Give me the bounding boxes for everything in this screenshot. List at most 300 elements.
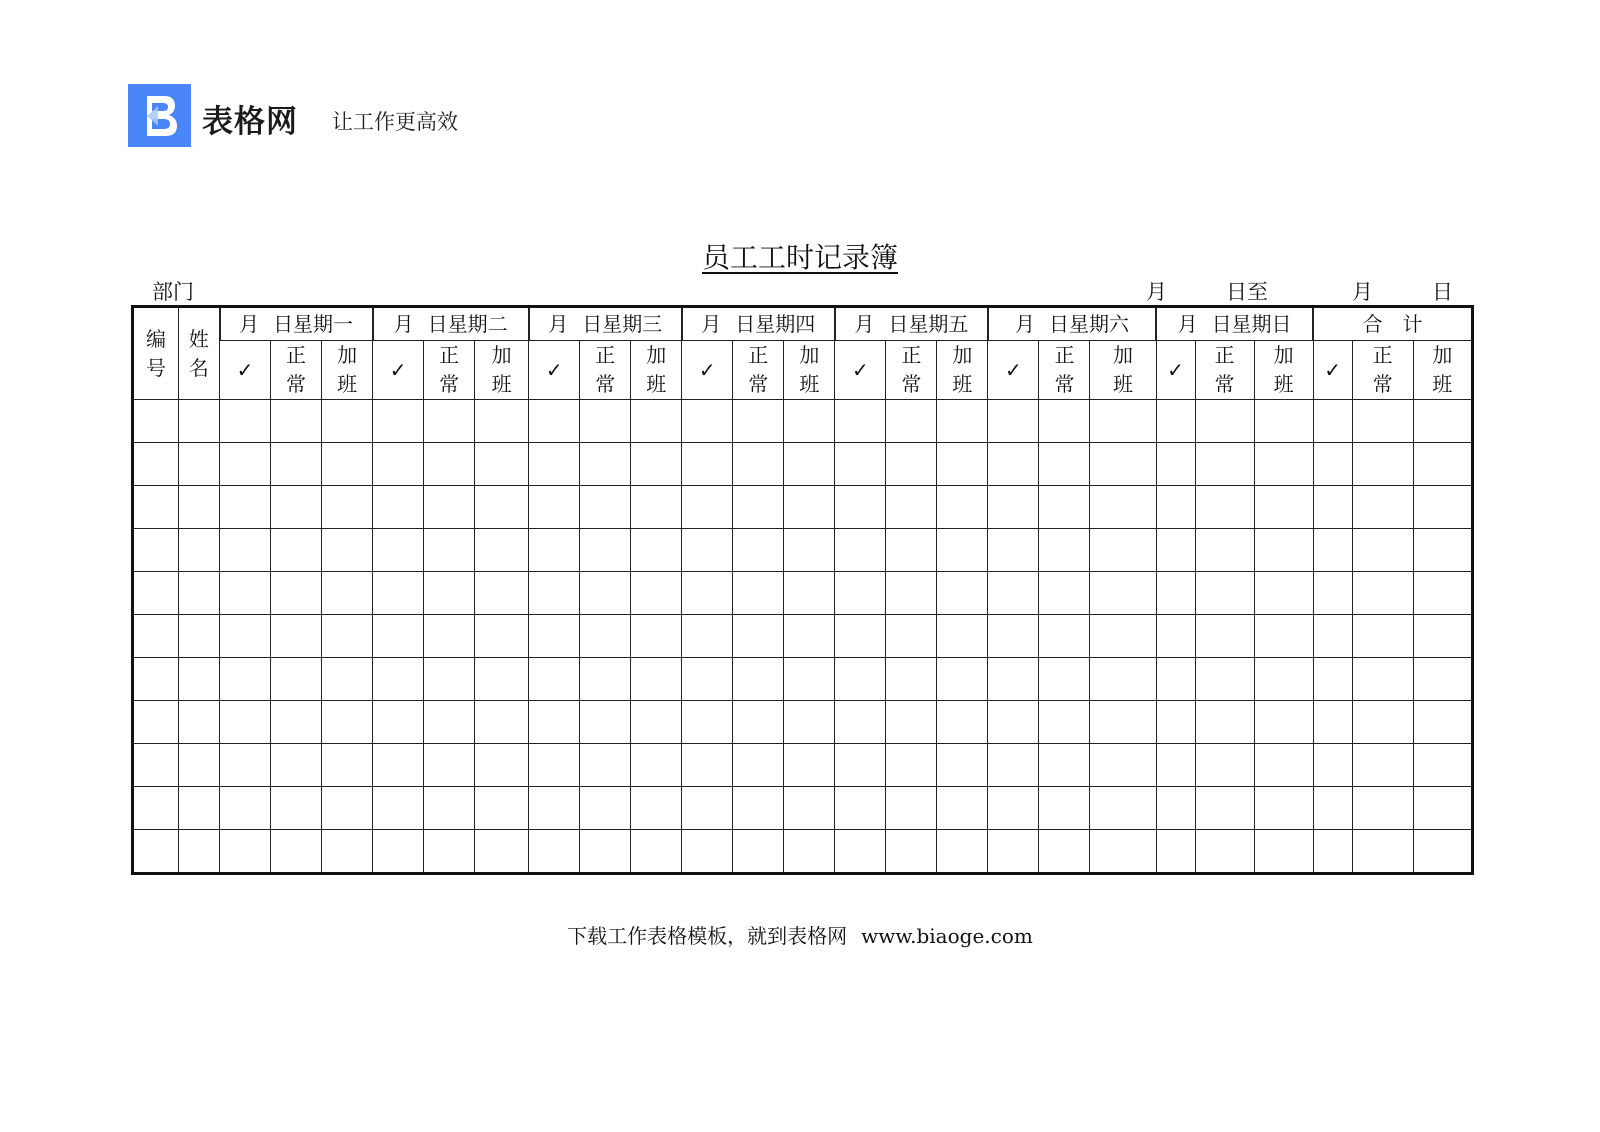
table-cell[interactable] xyxy=(682,443,733,486)
check-mark-header: ✓ xyxy=(220,341,271,400)
table-cell[interactable] xyxy=(988,658,1039,701)
table-cell[interactable] xyxy=(682,400,733,443)
table-cell[interactable] xyxy=(1254,658,1313,701)
table-cell[interactable] xyxy=(1195,615,1254,658)
table-cell[interactable] xyxy=(835,400,886,443)
day-weekday-label: 日星期六 xyxy=(1048,311,1129,336)
table-cell[interactable] xyxy=(179,615,220,658)
table-cell[interactable] xyxy=(1413,572,1472,615)
table-cell[interactable] xyxy=(682,701,733,744)
table-cell[interactable] xyxy=(580,572,631,615)
table-cell[interactable] xyxy=(1156,486,1195,529)
table-cell[interactable] xyxy=(631,787,682,830)
table-cell[interactable] xyxy=(682,744,733,787)
table-cell[interactable] xyxy=(886,701,937,744)
table-cell[interactable] xyxy=(1313,830,1352,874)
table-cell[interactable] xyxy=(373,658,424,701)
table-cell[interactable] xyxy=(1413,787,1472,830)
table-cell[interactable] xyxy=(1254,744,1313,787)
table-cell[interactable] xyxy=(835,787,886,830)
table-cell[interactable] xyxy=(1413,529,1472,572)
table-cell[interactable] xyxy=(631,658,682,701)
table-cell[interactable] xyxy=(529,443,580,486)
table-cell[interactable] xyxy=(1254,701,1313,744)
table-cell[interactable] xyxy=(271,529,322,572)
table-cell[interactable] xyxy=(1156,658,1195,701)
table-cell[interactable] xyxy=(220,529,271,572)
table-cell[interactable] xyxy=(271,744,322,787)
table-cell[interactable] xyxy=(220,443,271,486)
table-cell[interactable] xyxy=(631,400,682,443)
table-cell[interactable] xyxy=(322,615,373,658)
table-cell[interactable] xyxy=(529,830,580,874)
table-cell[interactable] xyxy=(1156,529,1195,572)
table-cell[interactable] xyxy=(1352,486,1413,529)
table-cell[interactable] xyxy=(1352,443,1413,486)
table-cell[interactable] xyxy=(580,486,631,529)
table-cell[interactable] xyxy=(937,529,988,572)
table-cell[interactable] xyxy=(271,572,322,615)
table-cell[interactable] xyxy=(373,787,424,830)
overtime-hours-header: 加班 xyxy=(1254,341,1313,400)
table-cell[interactable] xyxy=(733,486,784,529)
table-cell[interactable] xyxy=(179,572,220,615)
table-cell[interactable] xyxy=(1090,486,1156,529)
table-cell[interactable] xyxy=(424,658,475,701)
table-cell[interactable] xyxy=(631,615,682,658)
table-cell[interactable] xyxy=(373,572,424,615)
table-cell[interactable] xyxy=(1352,615,1413,658)
table-cell[interactable] xyxy=(1195,830,1254,874)
table-cell[interactable] xyxy=(475,658,529,701)
table-cell[interactable] xyxy=(1254,443,1313,486)
table-cell[interactable] xyxy=(1313,486,1352,529)
table-cell[interactable] xyxy=(682,658,733,701)
table-cell[interactable] xyxy=(988,572,1039,615)
table-cell[interactable] xyxy=(835,486,886,529)
table-cell[interactable] xyxy=(1413,744,1472,787)
table-cell[interactable] xyxy=(1352,744,1413,787)
table-cell[interactable] xyxy=(475,443,529,486)
table-cell[interactable] xyxy=(988,744,1039,787)
table-cell[interactable] xyxy=(682,787,733,830)
day-header xyxy=(682,307,835,341)
table-cell[interactable] xyxy=(682,615,733,658)
table-cell[interactable] xyxy=(1313,744,1352,787)
table-cell[interactable] xyxy=(1195,658,1254,701)
table-cell[interactable] xyxy=(133,615,179,658)
table-cell[interactable] xyxy=(1156,443,1195,486)
table-cell[interactable] xyxy=(220,400,271,443)
table-cell[interactable] xyxy=(1195,486,1254,529)
table-cell[interactable] xyxy=(133,443,179,486)
table-cell[interactable] xyxy=(733,443,784,486)
table-cell[interactable] xyxy=(937,830,988,874)
table-cell[interactable] xyxy=(322,486,373,529)
table-cell[interactable] xyxy=(1313,615,1352,658)
table-cell[interactable] xyxy=(835,701,886,744)
table-cell[interactable] xyxy=(220,744,271,787)
table-cell[interactable] xyxy=(1156,701,1195,744)
table-cell[interactable] xyxy=(373,615,424,658)
table-cell[interactable] xyxy=(529,787,580,830)
table-cell[interactable] xyxy=(937,572,988,615)
table-cell[interactable] xyxy=(475,701,529,744)
table-cell[interactable] xyxy=(937,744,988,787)
table-cell[interactable] xyxy=(886,443,937,486)
table-cell[interactable] xyxy=(220,787,271,830)
table-cell[interactable] xyxy=(580,529,631,572)
normal-hours-header: 正常 xyxy=(1352,341,1413,400)
table-cell[interactable] xyxy=(133,658,179,701)
table-cell[interactable] xyxy=(988,787,1039,830)
table-cell[interactable] xyxy=(322,830,373,874)
table-cell[interactable] xyxy=(1352,572,1413,615)
table-cell[interactable] xyxy=(784,400,835,443)
table-cell[interactable] xyxy=(580,443,631,486)
table-cell[interactable] xyxy=(1195,701,1254,744)
table-cell[interactable] xyxy=(580,787,631,830)
table-cell[interactable] xyxy=(475,615,529,658)
table-cell[interactable] xyxy=(1090,615,1156,658)
table-cell[interactable] xyxy=(1254,486,1313,529)
table-cell[interactable] xyxy=(475,400,529,443)
table-cell[interactable] xyxy=(373,744,424,787)
table-cell[interactable] xyxy=(733,572,784,615)
table-cell[interactable] xyxy=(1413,486,1472,529)
table-cell[interactable] xyxy=(784,443,835,486)
table-cell[interactable] xyxy=(1313,787,1352,830)
table-cell[interactable] xyxy=(1039,486,1090,529)
table-cell[interactable] xyxy=(1090,744,1156,787)
table-cell[interactable] xyxy=(373,400,424,443)
table-cell[interactable] xyxy=(1039,658,1090,701)
table-cell[interactable] xyxy=(631,830,682,874)
table-cell[interactable] xyxy=(1039,744,1090,787)
table-cell[interactable] xyxy=(937,443,988,486)
table-cell[interactable] xyxy=(886,744,937,787)
table-cell[interactable] xyxy=(322,701,373,744)
table-cell[interactable] xyxy=(179,787,220,830)
table-cell[interactable] xyxy=(1156,787,1195,830)
table-cell[interactable] xyxy=(271,443,322,486)
table-cell[interactable] xyxy=(529,744,580,787)
table-cell[interactable] xyxy=(133,572,179,615)
table-cell[interactable] xyxy=(1195,572,1254,615)
table-cell[interactable] xyxy=(1352,529,1413,572)
table-cell[interactable] xyxy=(322,443,373,486)
table-cell[interactable] xyxy=(1090,400,1156,443)
table-cell[interactable] xyxy=(580,400,631,443)
table-cell[interactable] xyxy=(1039,443,1090,486)
table-cell[interactable] xyxy=(784,701,835,744)
table-cell[interactable] xyxy=(373,486,424,529)
table-cell[interactable] xyxy=(271,615,322,658)
table-cell[interactable] xyxy=(937,787,988,830)
table-cell[interactable] xyxy=(529,572,580,615)
table-cell[interactable] xyxy=(631,701,682,744)
table-cell[interactable] xyxy=(322,787,373,830)
table-cell[interactable] xyxy=(179,830,220,874)
table-cell[interactable] xyxy=(529,658,580,701)
table-cell[interactable] xyxy=(1413,658,1472,701)
table-cell[interactable] xyxy=(220,572,271,615)
table-cell[interactable] xyxy=(1352,658,1413,701)
table-cell[interactable] xyxy=(1352,830,1413,874)
table-cell[interactable] xyxy=(631,443,682,486)
table-cell[interactable] xyxy=(1254,529,1313,572)
table-cell[interactable] xyxy=(682,529,733,572)
table-cell[interactable] xyxy=(475,744,529,787)
table-cell[interactable] xyxy=(835,830,886,874)
table-cell[interactable] xyxy=(1313,572,1352,615)
table-cell[interactable] xyxy=(886,572,937,615)
table-cell[interactable] xyxy=(631,572,682,615)
table-cell[interactable] xyxy=(271,486,322,529)
overtime-hours-header: 加班 xyxy=(631,341,682,400)
table-cell[interactable] xyxy=(988,400,1039,443)
table-cell[interactable] xyxy=(179,486,220,529)
table-cell[interactable] xyxy=(937,701,988,744)
table-cell[interactable] xyxy=(529,701,580,744)
table-cell[interactable] xyxy=(1039,701,1090,744)
table-cell[interactable] xyxy=(322,572,373,615)
table-cell[interactable] xyxy=(179,701,220,744)
table-cell[interactable] xyxy=(424,615,475,658)
table-cell[interactable] xyxy=(733,615,784,658)
table-cell[interactable] xyxy=(1090,787,1156,830)
table-cell[interactable] xyxy=(1039,572,1090,615)
table-cell[interactable] xyxy=(835,615,886,658)
table-cell[interactable] xyxy=(580,744,631,787)
table-cell[interactable] xyxy=(1039,787,1090,830)
table-cell[interactable] xyxy=(937,486,988,529)
table-cell[interactable] xyxy=(1352,701,1413,744)
table-cell[interactable] xyxy=(937,615,988,658)
table-cell[interactable] xyxy=(886,830,937,874)
table-cell[interactable] xyxy=(886,615,937,658)
table-cell[interactable] xyxy=(373,830,424,874)
table-cell[interactable] xyxy=(133,486,179,529)
table-cell[interactable] xyxy=(1156,400,1195,443)
table-cell[interactable] xyxy=(1352,787,1413,830)
table-cell[interactable] xyxy=(1090,701,1156,744)
table-cell[interactable] xyxy=(220,486,271,529)
table-cell[interactable] xyxy=(1313,701,1352,744)
table-cell[interactable] xyxy=(424,443,475,486)
table-cell[interactable] xyxy=(220,658,271,701)
table-cell[interactable] xyxy=(988,615,1039,658)
table-cell[interactable] xyxy=(179,443,220,486)
table-cell[interactable] xyxy=(580,701,631,744)
table-cell[interactable] xyxy=(733,701,784,744)
table-cell[interactable] xyxy=(1195,744,1254,787)
table-cell[interactable] xyxy=(424,529,475,572)
table-cell[interactable] xyxy=(784,529,835,572)
table-cell[interactable] xyxy=(424,744,475,787)
table-cell[interactable] xyxy=(529,486,580,529)
table-cell[interactable] xyxy=(580,830,631,874)
table-cell[interactable] xyxy=(784,744,835,787)
table-cell[interactable] xyxy=(424,787,475,830)
table-cell[interactable] xyxy=(373,529,424,572)
table-cell[interactable] xyxy=(373,701,424,744)
table-cell[interactable] xyxy=(988,529,1039,572)
day-header xyxy=(529,307,682,341)
table-cell[interactable] xyxy=(784,658,835,701)
table-cell[interactable] xyxy=(682,486,733,529)
table-cell[interactable] xyxy=(1254,400,1313,443)
table-cell[interactable] xyxy=(784,787,835,830)
table-cell[interactable] xyxy=(580,658,631,701)
table-cell[interactable] xyxy=(322,744,373,787)
table-cell[interactable] xyxy=(1413,615,1472,658)
table-cell[interactable] xyxy=(1413,443,1472,486)
table-cell[interactable] xyxy=(424,701,475,744)
table-cell[interactable] xyxy=(179,658,220,701)
table-cell[interactable] xyxy=(835,658,886,701)
table-cell[interactable] xyxy=(988,701,1039,744)
table-cell[interactable] xyxy=(1090,658,1156,701)
table-cell[interactable] xyxy=(179,400,220,443)
table-cell[interactable] xyxy=(835,529,886,572)
table-cell[interactable] xyxy=(1156,572,1195,615)
table-cell[interactable] xyxy=(733,830,784,874)
table-cell[interactable] xyxy=(220,701,271,744)
table-cell[interactable] xyxy=(1195,443,1254,486)
normal-hours-header: 正常 xyxy=(580,341,631,400)
table-cell[interactable] xyxy=(424,830,475,874)
table-cell[interactable] xyxy=(784,830,835,874)
table-cell[interactable] xyxy=(1413,400,1472,443)
table-cell[interactable] xyxy=(1352,400,1413,443)
table-cell[interactable] xyxy=(733,529,784,572)
table-cell[interactable] xyxy=(133,529,179,572)
table-cell[interactable] xyxy=(733,400,784,443)
table-row xyxy=(133,701,1473,744)
table-cell[interactable] xyxy=(133,400,179,443)
table-cell[interactable] xyxy=(133,830,179,874)
table-cell[interactable] xyxy=(682,572,733,615)
table-cell[interactable] xyxy=(835,744,886,787)
table-cell[interactable] xyxy=(424,486,475,529)
table-cell[interactable] xyxy=(424,400,475,443)
table-cell[interactable] xyxy=(784,486,835,529)
table-cell[interactable] xyxy=(1156,744,1195,787)
table-cell[interactable] xyxy=(1195,787,1254,830)
table-cell[interactable] xyxy=(271,787,322,830)
table-cell[interactable] xyxy=(733,658,784,701)
table-cell[interactable] xyxy=(580,615,631,658)
table-cell[interactable] xyxy=(1090,443,1156,486)
table-cell[interactable] xyxy=(733,744,784,787)
table-cell[interactable] xyxy=(475,486,529,529)
table-cell[interactable] xyxy=(988,486,1039,529)
table-cell[interactable] xyxy=(1039,830,1090,874)
table-cell[interactable] xyxy=(271,830,322,874)
day-weekday-label: 日星期五 xyxy=(888,311,969,336)
table-cell[interactable] xyxy=(937,658,988,701)
table-cell[interactable] xyxy=(886,400,937,443)
table-cell[interactable] xyxy=(1313,658,1352,701)
table-cell[interactable] xyxy=(424,572,475,615)
table-cell[interactable] xyxy=(475,572,529,615)
table-cell[interactable] xyxy=(1039,400,1090,443)
table-cell[interactable] xyxy=(220,830,271,874)
table-cell[interactable] xyxy=(1254,615,1313,658)
table-cell[interactable] xyxy=(631,744,682,787)
table-cell[interactable] xyxy=(1090,830,1156,874)
table-cell[interactable] xyxy=(835,572,886,615)
date-from-month: 月 xyxy=(1146,280,1167,304)
table-cell[interactable] xyxy=(1195,529,1254,572)
footer-site-link[interactable]: www.biaoge.com xyxy=(861,924,1033,948)
table-cell[interactable] xyxy=(631,529,682,572)
table-cell[interactable] xyxy=(1156,830,1195,874)
table-cell[interactable] xyxy=(835,443,886,486)
table-cell[interactable] xyxy=(1039,529,1090,572)
overtime-hours-header: 加班 xyxy=(1413,341,1472,400)
table-cell[interactable] xyxy=(886,658,937,701)
table-cell[interactable] xyxy=(179,744,220,787)
table-cell[interactable] xyxy=(886,486,937,529)
table-cell[interactable] xyxy=(373,443,424,486)
table-cell[interactable] xyxy=(784,572,835,615)
table-cell[interactable] xyxy=(220,615,271,658)
table-cell[interactable] xyxy=(475,529,529,572)
table-cell[interactable] xyxy=(1156,615,1195,658)
table-cell[interactable] xyxy=(1413,701,1472,744)
table-cell[interactable] xyxy=(1254,787,1313,830)
brand-name: 表格网 xyxy=(202,104,298,140)
table-cell[interactable] xyxy=(133,744,179,787)
table-cell[interactable] xyxy=(784,615,835,658)
table-cell[interactable] xyxy=(271,658,322,701)
table-cell[interactable] xyxy=(133,701,179,744)
table-cell[interactable] xyxy=(529,529,580,572)
table-cell[interactable] xyxy=(1413,830,1472,874)
table-cell[interactable] xyxy=(1090,529,1156,572)
table-cell[interactable] xyxy=(529,400,580,443)
table-cell[interactable] xyxy=(1313,443,1352,486)
table-cell[interactable] xyxy=(682,830,733,874)
table-cell[interactable] xyxy=(133,787,179,830)
table-cell[interactable] xyxy=(1313,529,1352,572)
table-cell[interactable] xyxy=(1090,572,1156,615)
table-cell[interactable] xyxy=(886,787,937,830)
table-cell[interactable] xyxy=(322,529,373,572)
table-cell[interactable] xyxy=(1313,400,1352,443)
table-cell[interactable] xyxy=(1039,615,1090,658)
table-cell[interactable] xyxy=(179,529,220,572)
table-cell[interactable] xyxy=(529,615,580,658)
table-cell[interactable] xyxy=(1254,830,1313,874)
table-cell[interactable] xyxy=(475,787,529,830)
table-cell[interactable] xyxy=(1195,400,1254,443)
table-cell[interactable] xyxy=(886,529,937,572)
table-cell[interactable] xyxy=(271,400,322,443)
table-cell[interactable] xyxy=(1254,572,1313,615)
table-cell[interactable] xyxy=(631,486,682,529)
table-cell[interactable] xyxy=(988,443,1039,486)
table-cell[interactable] xyxy=(937,400,988,443)
table-cell[interactable] xyxy=(475,830,529,874)
table-cell[interactable] xyxy=(322,658,373,701)
table-cell[interactable] xyxy=(733,787,784,830)
table-cell[interactable] xyxy=(988,830,1039,874)
table-cell[interactable] xyxy=(271,701,322,744)
table-cell[interactable] xyxy=(322,400,373,443)
